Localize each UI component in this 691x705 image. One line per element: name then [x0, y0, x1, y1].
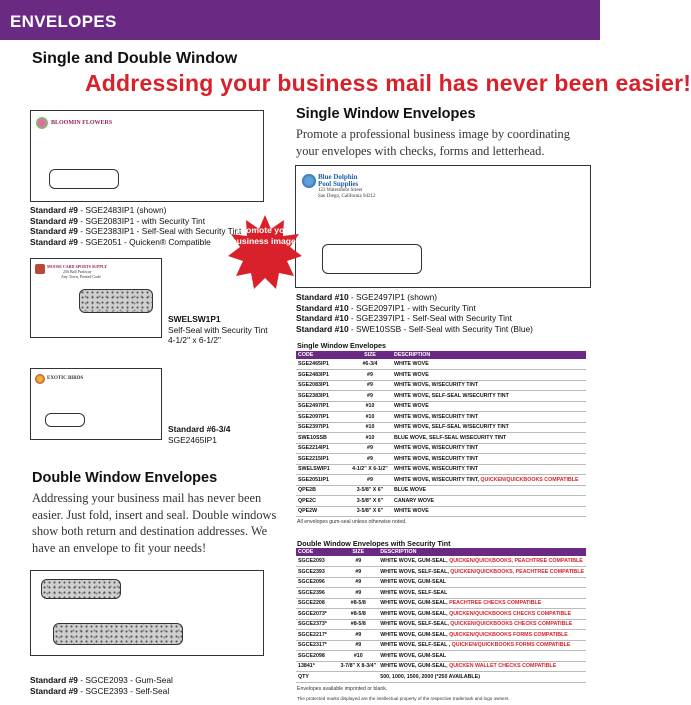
caption-line: Standard #9 - SGE2483IP1 (shown) — [30, 205, 167, 215]
description-text: WHITE WOVE, GUM-SEAL, — [380, 610, 450, 617]
cell-description — [392, 443, 586, 454]
table2-note-1: Envelopes available imprinted or blank. — [297, 686, 388, 692]
col-description: DESCRIPTION — [378, 548, 586, 556]
cell-description — [392, 475, 586, 486]
cell-description — [378, 556, 586, 567]
description-text: WHITE WOVE, SELF-SEAL — [380, 589, 448, 596]
caption-line: Standard #9 - SGE2051 - Quicken® Compatible — [30, 236, 211, 247]
envelope-10-captions: Standard #10 - SGE2497IP1 (shown) Standard #10 - SGE2097IP1 - with Security Tint Standard #10 - SGE2397IP1 - Self-Seal with Security Tint Standard #10 - SWE10SSB - Self-Seal with Security Tint (Blue) — [296, 292, 533, 334]
cell-description — [378, 567, 586, 578]
cell-code: SGCE2373* — [296, 619, 338, 630]
compatibility-text: QUICKEN/QUICKBOOKS, PEACHTREE COMPATIBLE — [450, 568, 584, 575]
cell-size: #9 — [338, 577, 378, 588]
cell-description — [392, 401, 586, 412]
cell-description — [392, 454, 586, 465]
envelope-2-caption — [168, 314, 268, 346]
table-row — [296, 412, 586, 423]
cell-code: SGE2083IP1 — [296, 380, 348, 391]
table-row — [296, 464, 586, 475]
description-text: WHITE WOVE, SELF-SEAL, — [380, 568, 451, 575]
cell-description — [378, 588, 586, 599]
section-banner — [0, 0, 600, 40]
cell-description — [392, 433, 586, 444]
cell-size: #9 — [338, 630, 378, 641]
caption-line: Standard #9 - SGE2083IP1 - with Security Tint — [30, 215, 206, 226]
promo-text: Promote your business image! — [231, 225, 299, 246]
envelope-destination-window — [53, 623, 183, 645]
cell-description — [392, 422, 586, 433]
caption-line: Standard #9 - SGE2383IP1 - Self-Seal with Security Tint — [30, 226, 242, 236]
cell-description — [378, 577, 586, 588]
cell-code: QTY — [296, 672, 338, 683]
cell-description — [392, 380, 586, 391]
cell-size: #10 — [348, 401, 392, 412]
cell-size: #6-3/4 — [348, 359, 392, 370]
cell-description — [378, 598, 586, 609]
product-desc: Self-Seal with Security Tint — [168, 324, 268, 335]
compatibility-text: QUICKEN/QUICKBOOKS COMPATIBLE — [480, 476, 579, 483]
cell-code: SGCE2073* — [296, 609, 338, 620]
cell-size: #9 — [348, 391, 392, 402]
cell-size: 3-5/8" X 6" — [348, 506, 392, 517]
cell-code: 13841* — [296, 661, 338, 672]
envelope-standard-9 — [30, 110, 264, 202]
cell-size: 3-7/8" X 8-3/4" — [338, 661, 378, 672]
cell-code: SWELSWIP1 — [296, 464, 348, 475]
cell-description — [392, 370, 586, 381]
table-row — [296, 556, 586, 567]
table-row — [296, 380, 586, 391]
cell-code: SGE2497IP1 — [296, 401, 348, 412]
description-text: WHITE WOVE, W/SECURITY TINT — [394, 455, 479, 462]
col-description: DESCRIPTION — [392, 351, 586, 359]
description-text: WHITE WOVE — [394, 403, 429, 410]
envelope-3-caption: Standard #6-3/4 SGE2465IP1 — [168, 424, 231, 445]
description-text: WHITE WOVE, SELF-SEAL W/SECURITY TINT — [394, 424, 509, 431]
table-header-row — [296, 351, 586, 359]
page-headline: Addressing your business mail has never been easier! — [85, 70, 691, 96]
compatibility-text: QUICKEN/QUICKBOOKS, PEACHTREE COMPATIBLE — [449, 558, 583, 564]
flower-logo-icon — [36, 117, 48, 129]
double-window-table — [296, 548, 586, 683]
cell-code: SGE2214IP1 — [296, 443, 348, 454]
table-row — [296, 619, 586, 630]
table-row — [296, 661, 586, 672]
bird-logo-icon — [35, 374, 45, 384]
cell-description — [392, 464, 586, 475]
envelope-1-captions — [30, 205, 241, 247]
compatibility-text: QUICKEN WALLET CHECKS COMPATIBLE — [449, 663, 557, 670]
cell-code: SGE2483IP1 — [296, 370, 348, 381]
description-text: WHITE WOVE — [394, 508, 429, 515]
double-window-heading: Double Window Envelopes — [32, 470, 218, 486]
description-text: WHITE WOVE, SELF-SEAL , — [380, 642, 452, 649]
description-text: WHITE WOVE, W/SECURITY TINT — [394, 382, 479, 389]
cell-size: #10 — [348, 412, 392, 423]
envelope-standard-10 — [295, 165, 591, 288]
cell-description — [378, 672, 586, 683]
cell-size: #8-5/8 — [338, 609, 378, 620]
cell-size: #9 — [338, 556, 378, 567]
single-window-table — [296, 351, 586, 517]
cell-description — [378, 609, 586, 620]
table-row — [296, 485, 586, 496]
cell-code: SGE2097IP1 — [296, 412, 348, 423]
table-row — [296, 506, 586, 517]
cell-description — [392, 496, 586, 507]
cell-size: #9 — [348, 475, 392, 486]
envelope-window — [49, 169, 119, 189]
table-row — [296, 443, 586, 454]
cell-code: SGCE2217* — [296, 630, 338, 641]
col-size: SIZE — [348, 351, 392, 359]
single-window-heading: Single Window Envelopes — [296, 106, 476, 122]
single-window-body: Promote a professional business image by coordinating your envelopes with checks, forms and letterhead. — [296, 127, 570, 158]
compatibility-text: QUICKEN/QUICKBOOKS CHECKS COMPATIBLE — [450, 621, 573, 628]
table2-note-2: The protected marks displayed are the intellectual property of the respective trademark and logo owners. — [297, 696, 510, 701]
cell-code: SGE2383IP1 — [296, 391, 348, 402]
table-row — [296, 401, 586, 412]
envelope-self-seal — [30, 258, 162, 338]
moose-logo-icon — [35, 264, 45, 274]
cell-description — [392, 391, 586, 402]
compatibility-text: QUICKEN/QUICKBOOKS CHECKS COMPATIBLE — [449, 610, 572, 617]
cell-code: SGCE2093 — [296, 556, 338, 567]
promo-starburst — [228, 215, 302, 289]
table-row — [296, 475, 586, 486]
envelope-company-name: Blue Dolphin — [318, 173, 358, 181]
cell-size: #8-5/8 — [338, 619, 378, 630]
cell-size: #9 — [338, 567, 378, 578]
envelope-company-name-2: Pool Supplies — [318, 180, 359, 188]
cell-size: #9 — [338, 588, 378, 599]
table-row — [296, 454, 586, 465]
description-text: WHITE WOVE, GUM-SEAL, — [380, 663, 450, 670]
cell-size: 3-5/8" X 6" — [348, 496, 392, 507]
envelope-return-window — [41, 579, 121, 599]
cell-code: QPE2W — [296, 506, 348, 517]
description-text: BLUE WOVE — [394, 487, 427, 494]
table-row — [296, 672, 586, 683]
cell-size: #10 — [338, 651, 378, 662]
cell-size: 3-5/8" X 6" — [348, 485, 392, 496]
cell-size: #8-5/8 — [338, 598, 378, 609]
envelope-company-name: EXOTIC BIRDS — [47, 376, 84, 381]
envelope-address-line: 123 Watershore Street — [318, 188, 363, 193]
description-text: WHITE WOVE, GUM-SEAL, — [380, 631, 450, 638]
cell-description — [378, 630, 586, 641]
table1-note: All envelopes gum-seal unless otherwise noted. — [297, 519, 407, 525]
table-row — [296, 609, 586, 620]
cell-size: #10 — [348, 433, 392, 444]
cell-size: #10 — [348, 422, 392, 433]
envelope-company-name: BLOOMIN FLOWERS — [51, 120, 113, 126]
envelope-standard-6-3-4 — [30, 368, 162, 440]
cell-description — [392, 412, 586, 423]
table-row — [296, 598, 586, 609]
description-text: WHITE WOVE — [394, 371, 429, 378]
product-code: SWELSW1P1 — [168, 314, 221, 324]
table-row — [296, 370, 586, 381]
description-text: WHITE WOVE, W/SECURITY TINT — [394, 445, 479, 452]
single-window-table-title: Single Window Envelopes — [297, 341, 386, 350]
description-text: WHITE WOVE, SELF-SEAL, — [380, 621, 451, 628]
envelope-double-window — [30, 570, 264, 656]
description-text: WHITE WOVE, GUM-SEAL — [380, 652, 447, 659]
envelope-window — [322, 244, 422, 274]
cell-code: SGCE2393 — [296, 567, 338, 578]
table-row — [296, 422, 586, 433]
table-row — [296, 640, 586, 651]
cell-description — [392, 359, 586, 370]
cell-description — [378, 661, 586, 672]
cell-description — [392, 506, 586, 517]
cell-description — [392, 485, 586, 496]
table-row — [296, 433, 586, 444]
cell-code: SGCE2317* — [296, 640, 338, 651]
description-text: WHITE WOVE, SELF-SEAL W/SECURITY TINT — [394, 392, 509, 399]
page-subtitle: Single and Double Window — [32, 50, 238, 67]
description-text: WHITE WOVE — [394, 361, 429, 367]
table-row — [296, 630, 586, 641]
table-row — [296, 651, 586, 662]
double-window-table-title: Double Window Envelopes with Security Tint — [297, 539, 451, 548]
table-row — [296, 496, 586, 507]
dolphin-logo-icon — [302, 174, 316, 188]
col-code: CODE — [296, 548, 338, 556]
product-size: 4-1/2" x 6-1/2" — [168, 335, 221, 345]
cell-size: #9 — [348, 443, 392, 454]
envelope-window — [45, 413, 85, 427]
cell-size: #9 — [348, 380, 392, 391]
envelope-window-tint — [79, 289, 153, 313]
banner-title: ENVELOPES — [10, 12, 117, 31]
cell-size: #9 — [338, 640, 378, 651]
table-row — [296, 588, 586, 599]
compatibility-text: PEACHTREE CHECKS COMPATIBLE — [449, 600, 542, 607]
envelope-double-captions: Standard #9 - SGCE2093 - Gum-Seal Standard #9 - SGCE2393 - Self-Seal — [30, 675, 173, 696]
table-row — [296, 567, 586, 578]
cell-code: SGCE2396 — [296, 588, 338, 599]
cell-code: SGE2215IP1 — [296, 454, 348, 465]
description-text: 500, 1000, 1500, 2000 (*250 AVAILABLE) — [380, 673, 480, 680]
compatibility-text: QUICKEN/QUICKBOOKS FORMS COMPATIBLE — [449, 631, 568, 638]
cell-size: #9 — [348, 370, 392, 381]
compatibility-text: QUICKEN/QUICKBOOKS FORMS COMPATIBLE — [451, 642, 571, 649]
cell-code: QPE2C — [296, 496, 348, 507]
cell-code: SGCE2096 — [296, 577, 338, 588]
description-text: WHITE WOVE, GUM-SEAL, — [380, 600, 450, 607]
cell-code: SGE2397IP1 — [296, 422, 348, 433]
description-text: WHITE WOVE, W/SECURITY TINT — [394, 413, 479, 420]
description-text: WHITE WOVE, W/SECURITY TINT — [394, 466, 479, 473]
cell-size: 4-1/2" X 6-1/2" — [348, 464, 392, 475]
cell-code: SGCE2208 — [296, 598, 338, 609]
table-header-row — [296, 548, 586, 556]
envelope-address-line: Any Town, Printed Code — [61, 274, 101, 279]
double-window-body: Addressing your business mail has never been easier. Just fold, insert and seal. Double windows show both return and destination addresses. We have an envelope to fit your needs! — [32, 491, 277, 555]
envelope-address-line: San Diego, California 94212 — [318, 194, 376, 199]
description-text: BLUE WOVE, SELF-SEAL W/SECURITY TINT — [394, 434, 507, 441]
cell-code: SGE2051IP1 — [296, 475, 348, 486]
table-row — [296, 577, 586, 588]
cell-code: SGE2465IP1 — [296, 359, 348, 370]
table-row — [296, 359, 586, 370]
cell-size — [338, 672, 378, 683]
description-text: WHITE WOVE, GUM-SEAL, — [380, 558, 450, 564]
description-text: WHITE WOVE, GUM-SEAL — [380, 579, 447, 586]
cell-size: #9 — [348, 454, 392, 465]
cell-description — [378, 640, 586, 651]
cell-code: SWE10SSB — [296, 433, 348, 444]
col-code: CODE — [296, 351, 348, 359]
cell-code: QPE2B — [296, 485, 348, 496]
envelope-company-name: MOOSE CARD SPORTS SUPPLY — [47, 264, 108, 269]
table-row — [296, 391, 586, 402]
cell-code: SGCE2098 — [296, 651, 338, 662]
description-text: WHITE WOVE, W/SECURITY TINT, — [394, 476, 481, 483]
description-text: CANARY WOVE — [394, 497, 435, 504]
cell-description — [378, 619, 586, 630]
cell-description — [378, 651, 586, 662]
envelope-address-line: 256 Ball Parkway — [63, 269, 92, 274]
col-size: SIZE — [338, 548, 378, 556]
